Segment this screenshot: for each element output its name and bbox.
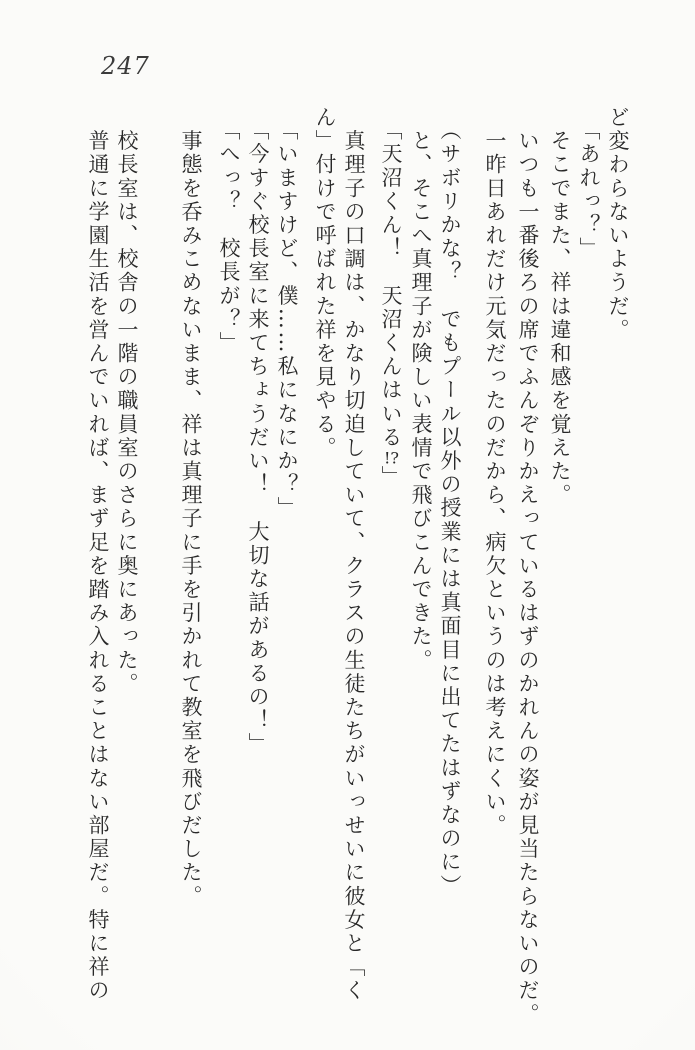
text-column: そこでまた、祥は違和感を覚えた。 xyxy=(548,106,572,508)
text-column: 「あれっ？」 xyxy=(577,106,601,261)
text-column: 普通に学園生活を営んでいれば、まず足を踏み入れることはない部屋だ。特に祥の xyxy=(86,106,110,1003)
text-column: 真理子の口調は、かなり切迫していて、クラスの生徒たちがいっせいに彼女と「く xyxy=(342,106,366,1003)
tate-chu-yoko: !? xyxy=(383,449,399,466)
text-column: ん」付けで呼ばれた祥を見やる。 xyxy=(313,106,337,460)
text-column: 校長室は、校舎の一階の職員室のさらに奥にあった。 xyxy=(115,106,139,696)
text-column: 一昨日あれだけ元気だったのだから、病欠というのは考えにくい。 xyxy=(483,106,507,838)
text-column: ど変わらないようだ。 xyxy=(606,106,630,342)
text-column: と、そこへ真理子が険しい表情で飛びこんできた。 xyxy=(409,106,433,673)
text-column: いつも一番後ろの席でふんぞりかえっているはずのかれんの姿が見当たらないのだ。 xyxy=(516,106,540,1027)
text-area xyxy=(83,106,632,1044)
text-column: 「天沼くん！ 天沼くんはいる!?」 xyxy=(379,106,403,490)
text-column: 「いますけど、僕……私になにか？」 xyxy=(275,106,299,521)
text-column: （サボリかな？ でもプール以外の授業には真面目に出てたはずなのに） xyxy=(438,106,462,898)
text-column: 「今すぐ校長室に来てちょうだい！ 大切な話があるの！」 xyxy=(246,106,270,757)
text-column: 事態を呑みこめないまま、祥は真理子に手を引かれて教室を飛びだした。 xyxy=(179,106,203,909)
text-column: 「へっ？ 校長が？」 xyxy=(217,106,241,356)
page-number: 247 xyxy=(101,52,150,80)
